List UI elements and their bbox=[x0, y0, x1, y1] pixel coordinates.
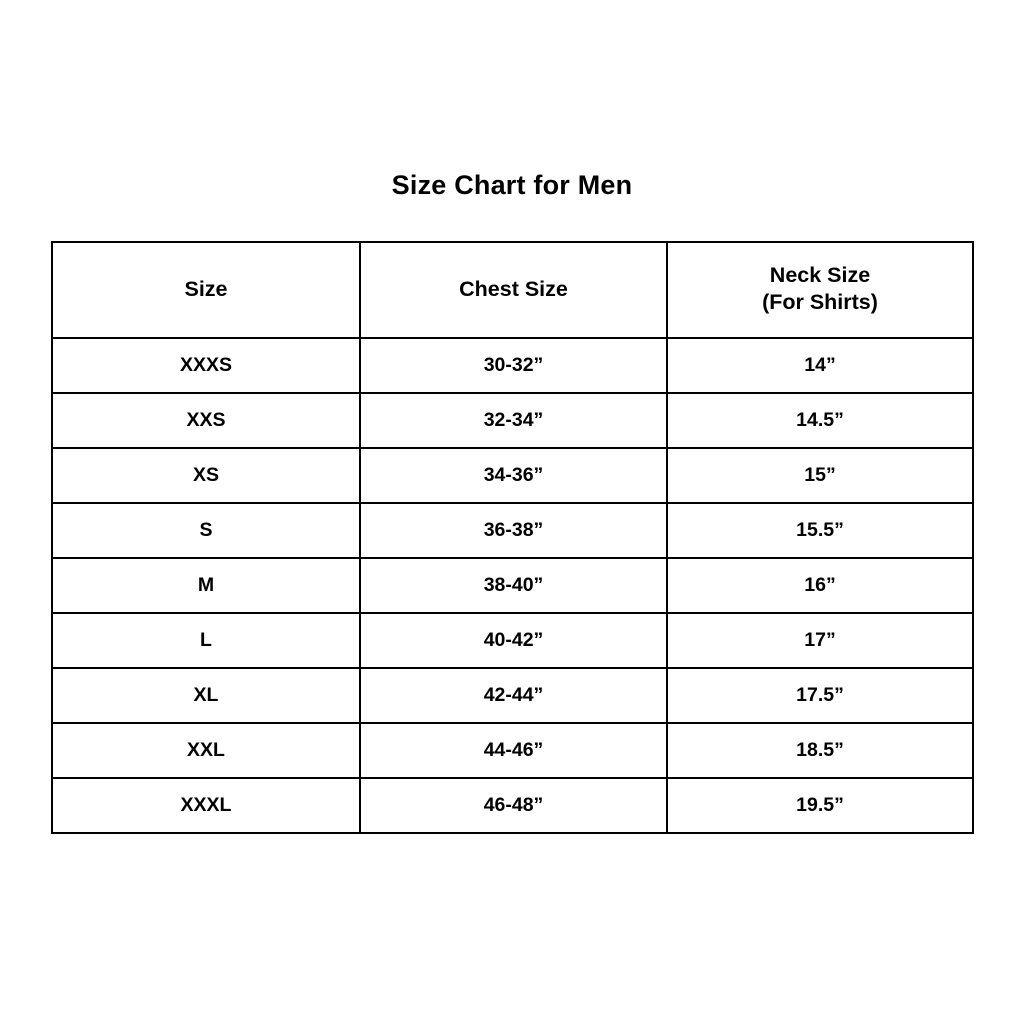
cell-size bbox=[52, 448, 360, 503]
cell-size bbox=[52, 668, 360, 723]
cell-neck bbox=[667, 613, 973, 668]
cell-chest-value: 40-42” bbox=[483, 628, 544, 651]
cell-size bbox=[52, 778, 360, 833]
cell-neck bbox=[667, 558, 973, 613]
cell-neck bbox=[667, 778, 973, 833]
cell-chest bbox=[360, 668, 667, 723]
table-row bbox=[52, 723, 973, 778]
table-header-row bbox=[52, 242, 973, 338]
size-chart-table bbox=[51, 241, 974, 834]
table-row bbox=[52, 448, 973, 503]
cell-chest bbox=[360, 503, 667, 558]
cell-chest bbox=[360, 778, 667, 833]
cell-neck bbox=[667, 448, 973, 503]
table-row bbox=[52, 613, 973, 668]
cell-size-value: XS bbox=[192, 463, 219, 486]
cell-neck bbox=[667, 338, 973, 393]
table-body bbox=[52, 338, 973, 833]
cell-size bbox=[52, 558, 360, 613]
table-row bbox=[52, 338, 973, 393]
cell-neck-value: 14.5” bbox=[796, 408, 844, 431]
cell-neck-value: 15” bbox=[804, 463, 836, 486]
cell-size bbox=[52, 723, 360, 778]
cell-size-value: XXL bbox=[187, 738, 225, 761]
cell-chest-value: 46-48” bbox=[483, 793, 544, 816]
cell-chest-value: 44-46” bbox=[483, 738, 544, 761]
cell-size-value: S bbox=[199, 518, 213, 541]
table-header bbox=[52, 242, 973, 338]
cell-size bbox=[52, 393, 360, 448]
cell-chest bbox=[360, 448, 667, 503]
cell-size-value: L bbox=[200, 628, 212, 651]
cell-size-value: XXS bbox=[186, 408, 226, 431]
cell-chest-value: 34-36” bbox=[483, 463, 544, 486]
cell-chest-value: 30-32” bbox=[483, 353, 544, 376]
cell-chest bbox=[360, 393, 667, 448]
cell-size bbox=[52, 338, 360, 393]
cell-neck-value: 17.5” bbox=[796, 683, 844, 706]
cell-neck-value: 14” bbox=[804, 353, 836, 376]
cell-neck-value: 16” bbox=[804, 573, 836, 596]
cell-size bbox=[52, 503, 360, 558]
cell-chest-value: 38-40” bbox=[483, 573, 544, 596]
cell-neck bbox=[667, 723, 973, 778]
column-header-chest-size-label: Chest Size bbox=[459, 277, 568, 302]
cell-chest bbox=[360, 723, 667, 778]
cell-neck-value: 18.5” bbox=[796, 738, 844, 761]
cell-chest-value: 36-38” bbox=[483, 518, 544, 541]
column-header-neck-size bbox=[667, 242, 973, 338]
table-row bbox=[52, 393, 973, 448]
cell-size-value: XXXS bbox=[179, 353, 233, 376]
cell-neck-value: 15.5” bbox=[796, 518, 844, 541]
cell-neck-value: 19.5” bbox=[796, 793, 844, 816]
column-header-chest-size bbox=[360, 242, 667, 338]
cell-size-value: XXXL bbox=[180, 793, 232, 816]
page-title: Size Chart for Men bbox=[391, 170, 633, 200]
cell-chest bbox=[360, 613, 667, 668]
size-chart-table-wrapper bbox=[51, 241, 972, 834]
table-row bbox=[52, 503, 973, 558]
column-header-size bbox=[52, 242, 360, 338]
cell-neck bbox=[667, 393, 973, 448]
column-header-neck-size-sublabel: (For Shirts) bbox=[762, 290, 878, 315]
cell-size bbox=[52, 613, 360, 668]
cell-chest-value: 32-34” bbox=[483, 408, 544, 431]
cell-neck-value: 17” bbox=[804, 628, 836, 651]
table-row bbox=[52, 668, 973, 723]
table-row bbox=[52, 778, 973, 833]
column-header-size-label: Size bbox=[184, 277, 228, 302]
cell-chest bbox=[360, 558, 667, 613]
table-row bbox=[52, 558, 973, 613]
cell-size-value: M bbox=[197, 573, 215, 596]
cell-chest-value: 42-44” bbox=[483, 683, 544, 706]
cell-neck bbox=[667, 668, 973, 723]
cell-chest bbox=[360, 338, 667, 393]
cell-size-value: XL bbox=[193, 683, 219, 706]
cell-neck bbox=[667, 503, 973, 558]
column-header-neck-size-label: Neck Size bbox=[769, 263, 871, 288]
